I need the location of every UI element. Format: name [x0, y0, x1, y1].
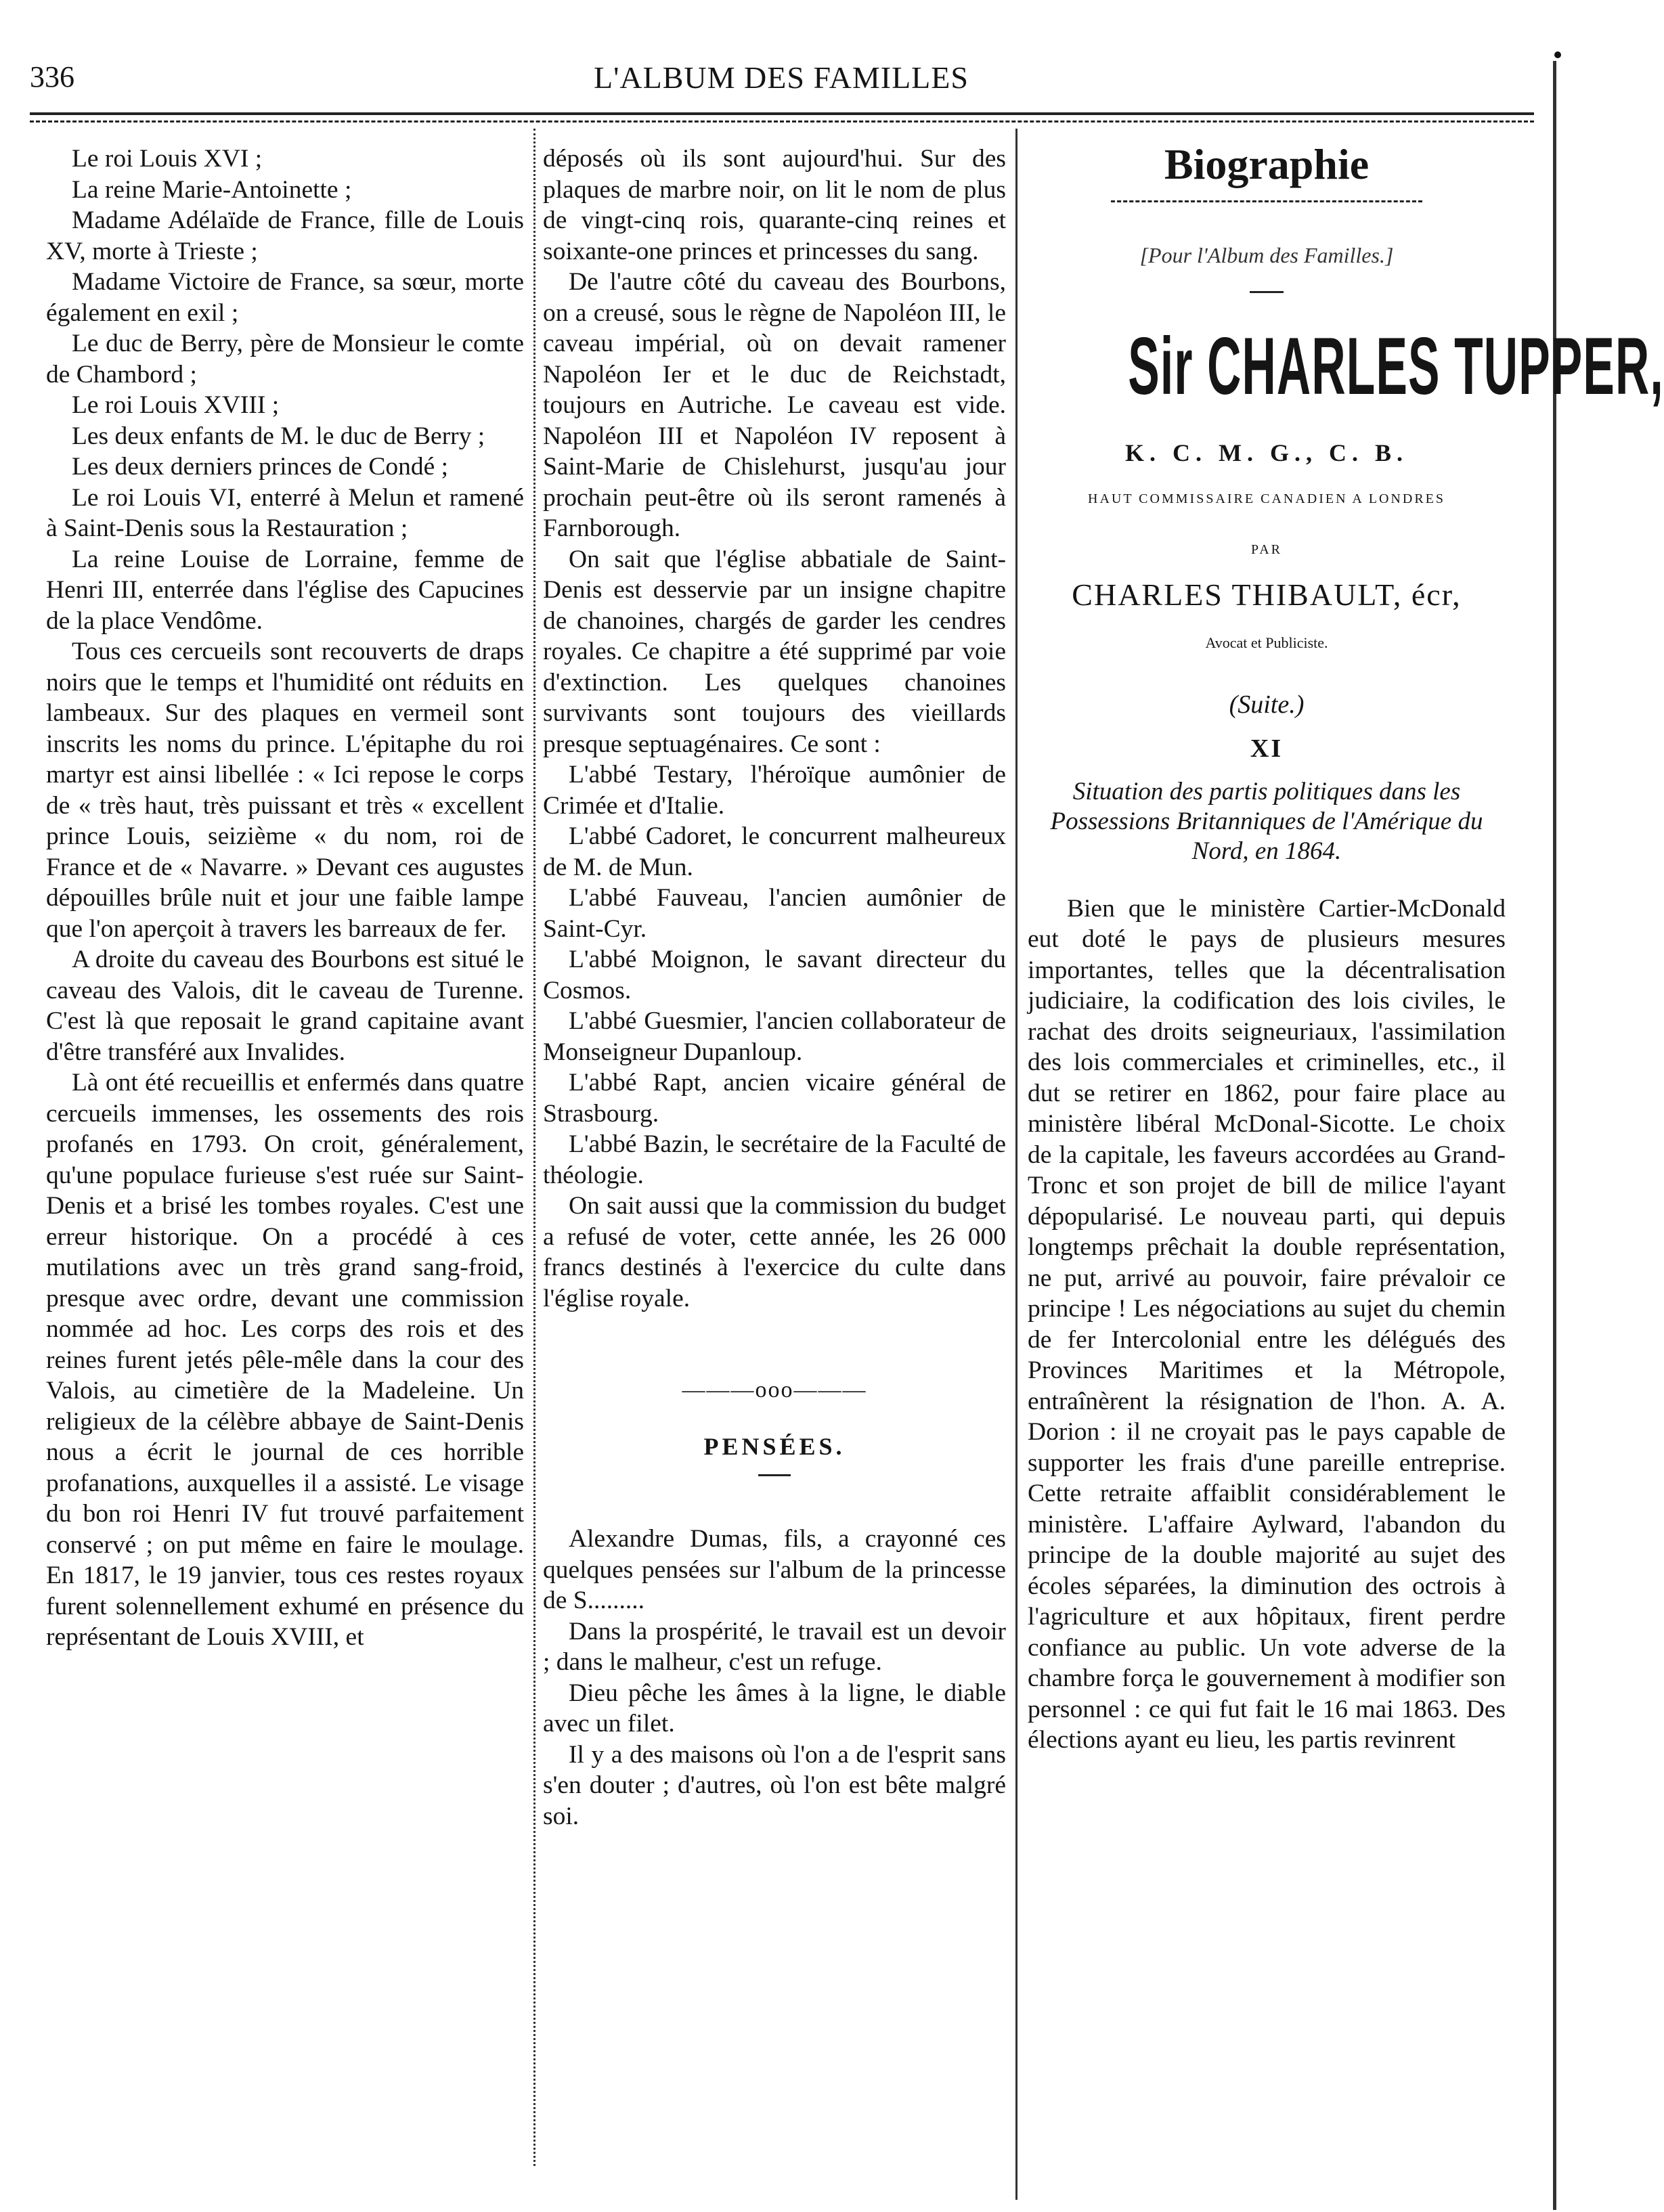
paragraph: Bien que le ministère Cartier-McDonald eut doté le pays de plusieurs mesures importantes, telles que la décentralisation judiciaire, la codification des lois civiles, le rachat des droits seigneuriaux, l'assimilation des lois commerciales et criminelles, etc., il dut se retirer en 1862, pour faire place au ministère libéral McDonal-Sicotte. Le choix de la capitale, les faveurs accordées au Grand-Tronc et son projet de bill de milice l'ayant dépopularisé. Le nouveau parti, qui depuis longtemps prêchait la double représentation, ne put, arrivé au pouvoir, faire prévaloir ce principe ! Les négociations au sujet du chemin de fer Intercolonial entre les délégués des Provinces Maritimes et la Métropole, entraînèrent la résignation de l'hon. A. A. Dorion : il ne croyait pas le pays capable de supporter les frais d'une pareille entreprise. Cette retraite affaiblit considérablement le ministère. L'affaire Aylward, l'abandon du principe de la double majorité au sujet des écoles séparées, la diminution des octrois à l'agriculture et aux hôpitaux, firent perdre confiance au public. Un vote adverse de la chambre força le gouvernement à modifier son personnel : ce qui fut fait le 16 mai 1863. Des élections ayant eu lieu, les partis revinrent	[1028, 894, 1506, 1754]
subject-position: HAUT COMMISSAIRE CANADIEN A LONDRES	[1088, 491, 1445, 506]
header-rule	[30, 112, 1534, 115]
column-1	[46, 143, 524, 1653]
page-number: 336	[30, 60, 74, 93]
list-item: Le roi Louis VI, enterré à Melun et ramené à Saint-Denis sous la Restauration ;	[46, 483, 524, 542]
column-3	[1028, 140, 1664, 1756]
paragraph: déposés où ils sont aujourd'hui. Sur des plaques de marbre noir, on lit le nom de plus de vingt-cinq rois, quarante-cinq reines et soixante-one princes et princesses du sang.	[543, 145, 1006, 265]
continued-label: (Suite.)	[1229, 690, 1305, 719]
paragraph: Tous ces cercueils sont recouverts de draps noirs que le temps et l'humidité ont réduits en lambeaux. Sur des plaques en vermeil sont inscrits les noms du prince. L'épitaphe du roi martyr est ainsi libellée : « Ici repose le corps de « très haut, très puissant et très « excellent prince Louis, seizième « du nom, roi de France et de « Navarre. » Devant ces augustes dépouilles brûle nuit et jour une faible lampe que l'on aperçoit à travers les barreaux de fer.	[46, 638, 524, 943]
paragraph: On sait que l'église abbatiale de Saint-Denis est desservie par un insigne chapitre de chanoines, chargés de garder les cendres royales. Ce chapitre a été supprimé par voie d'extinction. Les quelques chanoines survivants sont toujours des vieillards presque septuagénaires. Ce sont :	[543, 545, 1006, 758]
list-item: L'abbé Fauveau, l'ancien aumônier de Saint-Cyr.	[543, 884, 1006, 943]
section-title: Biographie	[1164, 140, 1370, 188]
paragraph: De l'autre côté du caveau des Bourbons, on a creusé, sous le règne de Napoléon III, le caveau impérial, où on devait ramener Napoléon Ier et le duc de Reichstadt, toujours en Autriche. Le caveau est vide. Napoléon III et Napoléon IV reposent à Saint-Marie de Chislehurst, jusqu'au jour prochain peut-être où ils seront ramenés à Farnborough.	[543, 268, 1006, 542]
list-item: Madame Victoire de France, sa sœur, morte également en exil ;	[46, 268, 524, 327]
list-item: L'abbé Moignon, le savant directeur du Cosmos.	[543, 946, 1006, 1004]
paragraph: Dieu pêche les âmes à la ligne, le diable avec un filet.	[543, 1679, 1006, 1738]
byline-note: [Pour l'Album des Familles.]	[1139, 242, 1394, 267]
list-item: L'abbé Bazin, le secrétaire de la Faculté de théologie.	[543, 1130, 1006, 1189]
paragraph: Dans la prospérité, le travail est un devoir ; dans le malheur, c'est un refuge.	[543, 1617, 1006, 1676]
list-item: Les deux derniers princes de Condé ;	[72, 453, 449, 481]
header-rule-dashed	[30, 120, 1534, 123]
paragraph: Alexandre Dumas, fils, a crayonné ces quelques pensées sur l'album de la princesse de S.........	[543, 1525, 1006, 1614]
author-titles: Avocat et Publiciste.	[1205, 634, 1328, 651]
title-dash	[1250, 291, 1284, 293]
section-title: PENSÉES.	[703, 1432, 846, 1460]
list-item: L'abbé Testary, l'héroïque aumônier de Crimée et d'Italie.	[543, 761, 1006, 820]
paragraph: Il y a des maisons où l'on a de l'esprit sans s'en douter ; d'autres, où l'on est bête malgré soi.	[543, 1740, 1006, 1830]
by-label: PAR	[1250, 542, 1283, 557]
list-item: Madame Adélaïde de France, fille de Louis XV, morte à Trieste ;	[46, 206, 524, 265]
list-item: L'abbé Cadoret, le concurrent malheureux de M. de Mun.	[543, 822, 1006, 881]
list-item: Le duc de Berry, père de Monsieur le comte de Chambord ;	[46, 330, 524, 389]
chapter-number: XI	[1250, 734, 1284, 763]
subject-name: Sir CHARLES TUPPER,	[1128, 321, 1664, 412]
list-item: La reine Marie-Antoinette ;	[72, 175, 352, 204]
list-item: Le roi Louis XVIII ;	[72, 391, 280, 419]
section-separator: ———ooo———	[682, 1377, 867, 1402]
title-dash	[758, 1474, 791, 1476]
list-item: La reine Louise de Lorraine, femme de Henri III, enterrée dans l'église des Capucines de la place Vendôme.	[46, 545, 524, 635]
paragraph: A droite du caveau des Bourbons est situé le caveau des Valois, dit le caveau de Turenne. C'est là que reposait le grand capitaine avant d'être transféré aux Invalides.	[46, 946, 524, 1066]
list-item: Le roi Louis XVI ;	[72, 145, 263, 173]
list-item: L'abbé Rapt, ancien vicaire général de Strasbourg.	[543, 1069, 1006, 1128]
list-item: L'abbé Guesmier, l'ancien collaborateur de Monseigneur Dupanloup.	[543, 1007, 1006, 1066]
page-header	[30, 60, 1533, 107]
article-body	[1028, 893, 1506, 1756]
chapter-subtitle: Situation des partis politiques dans les Possessions Britanniques de l'Amérique du Nord, en 1864.	[1050, 777, 1483, 865]
list-item: Les deux enfants de M. le duc de Berry ;	[72, 422, 485, 450]
paragraph: Là ont été recueillis et enfermés dans quatre cercueils immenses, les ossements des rois profanés en 1793. On croit, généralement, qu'une populace furieuse s'est ruée sur Saint-Denis et a brisé les tombes royales. C'est une erreur historique. On a procédé à ces mutilations avec un très grand sang-froid, presque avec ordre, devant une commission nommée ad hoc. Les corps des rois et des reines furent jetés pêle-mêle dans la cour des Valois, au cimetière de la Madeleine. Un religieux de la célèbre abbaye de Saint-Denis nous a écrit le journal de ces horrible profanations, auxquelles il a assisté. Le visage du bon roi Henri IV fut trouvé parfaitement conservé ; on put même en faire le moulage. En 1817, le 19 janvier, tous ces restes royaux furent solennellement exhumé en présence du représentant de Louis XVIII, et	[46, 1069, 524, 1651]
ink-dot	[1554, 51, 1561, 58]
author-name: CHARLES THIBAULT, écr,	[1072, 577, 1462, 612]
column-divider	[1015, 129, 1017, 2200]
column-divider	[533, 129, 535, 2166]
paragraph: On sait aussi que la commission du budget a refusé de voter, cette année, les 26 000 francs destinés à l'exercice du culte dans l'église royale.	[543, 1192, 1006, 1312]
running-title: L'ALBUM DES FAMILLES	[594, 60, 969, 95]
subject-honors: K. C. M. G., C. B.	[1125, 439, 1408, 466]
title-rule	[1111, 200, 1422, 202]
column-2	[543, 143, 1006, 1832]
